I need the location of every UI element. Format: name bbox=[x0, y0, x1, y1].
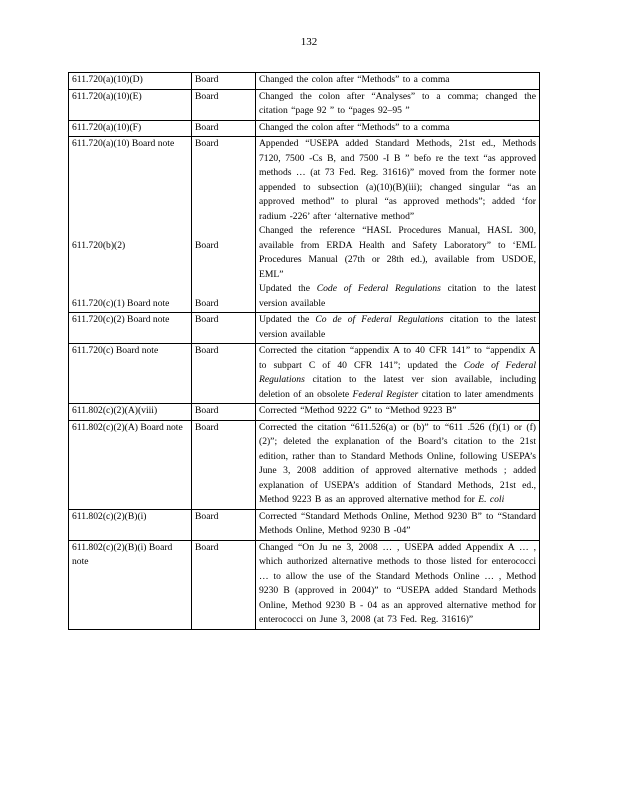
section-cell bbox=[69, 89, 192, 120]
description-cell bbox=[256, 344, 540, 404]
italic-citation: E. coli bbox=[478, 494, 505, 505]
agency-cell bbox=[192, 89, 256, 120]
section-text: 611.720(a)(10)(D) bbox=[72, 74, 143, 85]
table-row bbox=[69, 420, 540, 509]
description-text: citation to the latest version available bbox=[259, 283, 536, 309]
description-text: citation to the latest ver sion available, including deletion of an obsolete bbox=[259, 374, 536, 400]
amendments-table-body bbox=[69, 73, 540, 630]
agency-text: Board bbox=[195, 510, 219, 522]
description-cell bbox=[256, 313, 540, 344]
table-row bbox=[69, 509, 540, 540]
table-row bbox=[69, 540, 540, 629]
agency-cell bbox=[192, 73, 256, 90]
italic-citation: Code of Federal Regulations bbox=[259, 359, 536, 385]
description-cell bbox=[256, 89, 540, 120]
page-number: 132 bbox=[300, 36, 318, 48]
agency-text: Board bbox=[195, 239, 219, 251]
description-entry bbox=[259, 541, 536, 628]
description-text: Changed the colon after “Methods” to a comma bbox=[259, 74, 450, 85]
section-text: 611.720(c) Board note bbox=[72, 345, 159, 356]
description-entry bbox=[259, 73, 536, 88]
description-cell bbox=[256, 404, 540, 421]
description-text: Updated the bbox=[259, 314, 316, 325]
description-text: Updated the bbox=[259, 283, 317, 294]
agency-cell bbox=[192, 120, 256, 137]
description-text: Changed the colon after “Methods” to a comma bbox=[259, 121, 450, 133]
section-text: 611.802(c)(2)(A) Board note bbox=[72, 421, 183, 433]
agency-text: Board bbox=[195, 314, 219, 325]
description-cell bbox=[256, 137, 540, 313]
description-text: Appended “USEPA added Standard Methods, 21st ed., Methods 7120, 7500 -Cs B, and 7500 -I B ” befo re the text “as approved methods … (at 73 Fed. Reg. 31616)” moved from the former note appended to subsection (a)(10)(B)(iii); changed singular “as an approved method” to plural “as approved methods”; added ‘for radium -226’ after ‘alternative method” bbox=[259, 138, 536, 222]
description-entry bbox=[259, 282, 536, 311]
description-text: Changed the colon after “Analyses” to a comma; changed the citation “page 92 ” to “pages 92–95 ” bbox=[259, 90, 536, 116]
description-cell bbox=[256, 540, 540, 629]
section-text: 611.720(a)(10)(F) bbox=[72, 121, 142, 133]
agency-text: Board bbox=[195, 121, 219, 133]
amendments-table bbox=[68, 72, 540, 630]
section-cell bbox=[69, 404, 192, 421]
agency-cell bbox=[192, 344, 256, 404]
description-text: Corrected “Method 9222 G” to “Method 9223 B” bbox=[259, 405, 457, 416]
section-cell bbox=[69, 420, 192, 509]
agency-cell bbox=[192, 540, 256, 629]
table-row bbox=[69, 313, 540, 344]
section-text: 611.720(c)(1) Board note bbox=[72, 297, 170, 309]
description-entry bbox=[259, 344, 536, 402]
section-cell bbox=[69, 137, 192, 313]
agency-text: Board bbox=[195, 345, 219, 356]
agency-text: Board bbox=[195, 138, 219, 149]
description-entry bbox=[259, 121, 536, 136]
description-text: Corrected “Standard Methods Online, Method 9230 B” to “Standard Methods Online, Method 9230 B -04” bbox=[259, 510, 536, 536]
agency-text: Board bbox=[195, 421, 219, 433]
table-row bbox=[69, 344, 540, 404]
section-text: 611.802(c)(2)(B)(i) bbox=[72, 510, 147, 522]
description-cell bbox=[256, 420, 540, 509]
agency-text: Board bbox=[195, 297, 219, 309]
agency-cell bbox=[192, 313, 256, 344]
description-entry bbox=[259, 224, 536, 282]
description-cell bbox=[256, 120, 540, 137]
agency-text: Board bbox=[195, 405, 219, 416]
description-text: Changed the reference “HASL Procedures Manual, HASL 300, available from ERDA Health and Safety Laboratory” to ‘EML Procedures Manual (27th or 28th ed.), available from USDOE, EML” bbox=[259, 225, 536, 280]
italic-citation: Co de of Federal Regulations bbox=[315, 314, 444, 325]
table-row bbox=[69, 404, 540, 421]
section-text: 611.720(a)(10)(E) bbox=[72, 90, 142, 102]
section-cell bbox=[69, 540, 192, 629]
description-cell bbox=[256, 73, 540, 90]
section-cell bbox=[69, 73, 192, 90]
table-row bbox=[69, 120, 540, 137]
agency-text: Board bbox=[195, 90, 219, 102]
section-text: 611.720(c)(2) Board note bbox=[72, 314, 170, 325]
agency-text: Board bbox=[195, 541, 219, 553]
description-text: Changed “On Ju ne 3, 2008 … , USEPA added Appendix A … , which authorized alternative methods to those listed for enterococci … to allow the use of the Standard Methods Online … , Method 9230 B (approved in 2004)” to “USEPA added Standard Methods Online, Method 9230 B - 04 as an approved alternative method for enterococci on June 3, 2008 (at 73 Fed. Reg. 31616)” bbox=[259, 541, 536, 625]
table-row bbox=[69, 137, 540, 313]
section-text: 611.802(c)(2)(B)(i) Board note bbox=[72, 541, 173, 567]
description-text: Corrected the citation “611.526(a) or (b)” to “611 .526 (f)(1) or (f)(2)”; deleted the explanation of the Board’s citation to the 21st edition, rather than to Standard Methods Online, following USEPA’s June 3, 2008 addition of approved alternative methods ; added explanation of USEPA’s addition of Standard Methods, 21st ed., Method 9223 B as an approved alternative method for bbox=[259, 421, 536, 505]
description-entry bbox=[259, 421, 536, 508]
italic-citation: Federal Register bbox=[352, 388, 419, 400]
table-row bbox=[69, 73, 540, 90]
description-entry bbox=[259, 313, 536, 342]
section-text: 611.720(a)(10) Board note bbox=[72, 138, 175, 149]
section-cell bbox=[69, 509, 192, 540]
description-entry bbox=[259, 137, 536, 224]
agency-cell bbox=[192, 420, 256, 509]
description-entry bbox=[259, 510, 536, 539]
table-row bbox=[69, 89, 540, 120]
agency-cell bbox=[192, 137, 256, 313]
description-text: Corrected the citation “appendix A to 40 CFR 141” to “appendix A to subpart C of 40 CFR 141”; updated the bbox=[259, 345, 536, 371]
agency-cell bbox=[192, 509, 256, 540]
section-cell bbox=[69, 344, 192, 404]
italic-citation: Code of Federal Regulations bbox=[316, 283, 441, 294]
description-text: citation to the latest version available bbox=[259, 314, 536, 340]
description-cell bbox=[256, 509, 540, 540]
section-text: 611.802(c)(2)(A)(viii) bbox=[72, 405, 158, 416]
description-entry bbox=[259, 404, 536, 419]
section-text: 611.720(b)(2) bbox=[72, 239, 126, 251]
section-cell bbox=[69, 120, 192, 137]
description-text: citation to later amendments bbox=[418, 388, 534, 400]
section-cell bbox=[69, 313, 192, 344]
agency-text: Board bbox=[195, 74, 219, 85]
agency-cell bbox=[192, 404, 256, 421]
description-entry bbox=[259, 90, 536, 119]
